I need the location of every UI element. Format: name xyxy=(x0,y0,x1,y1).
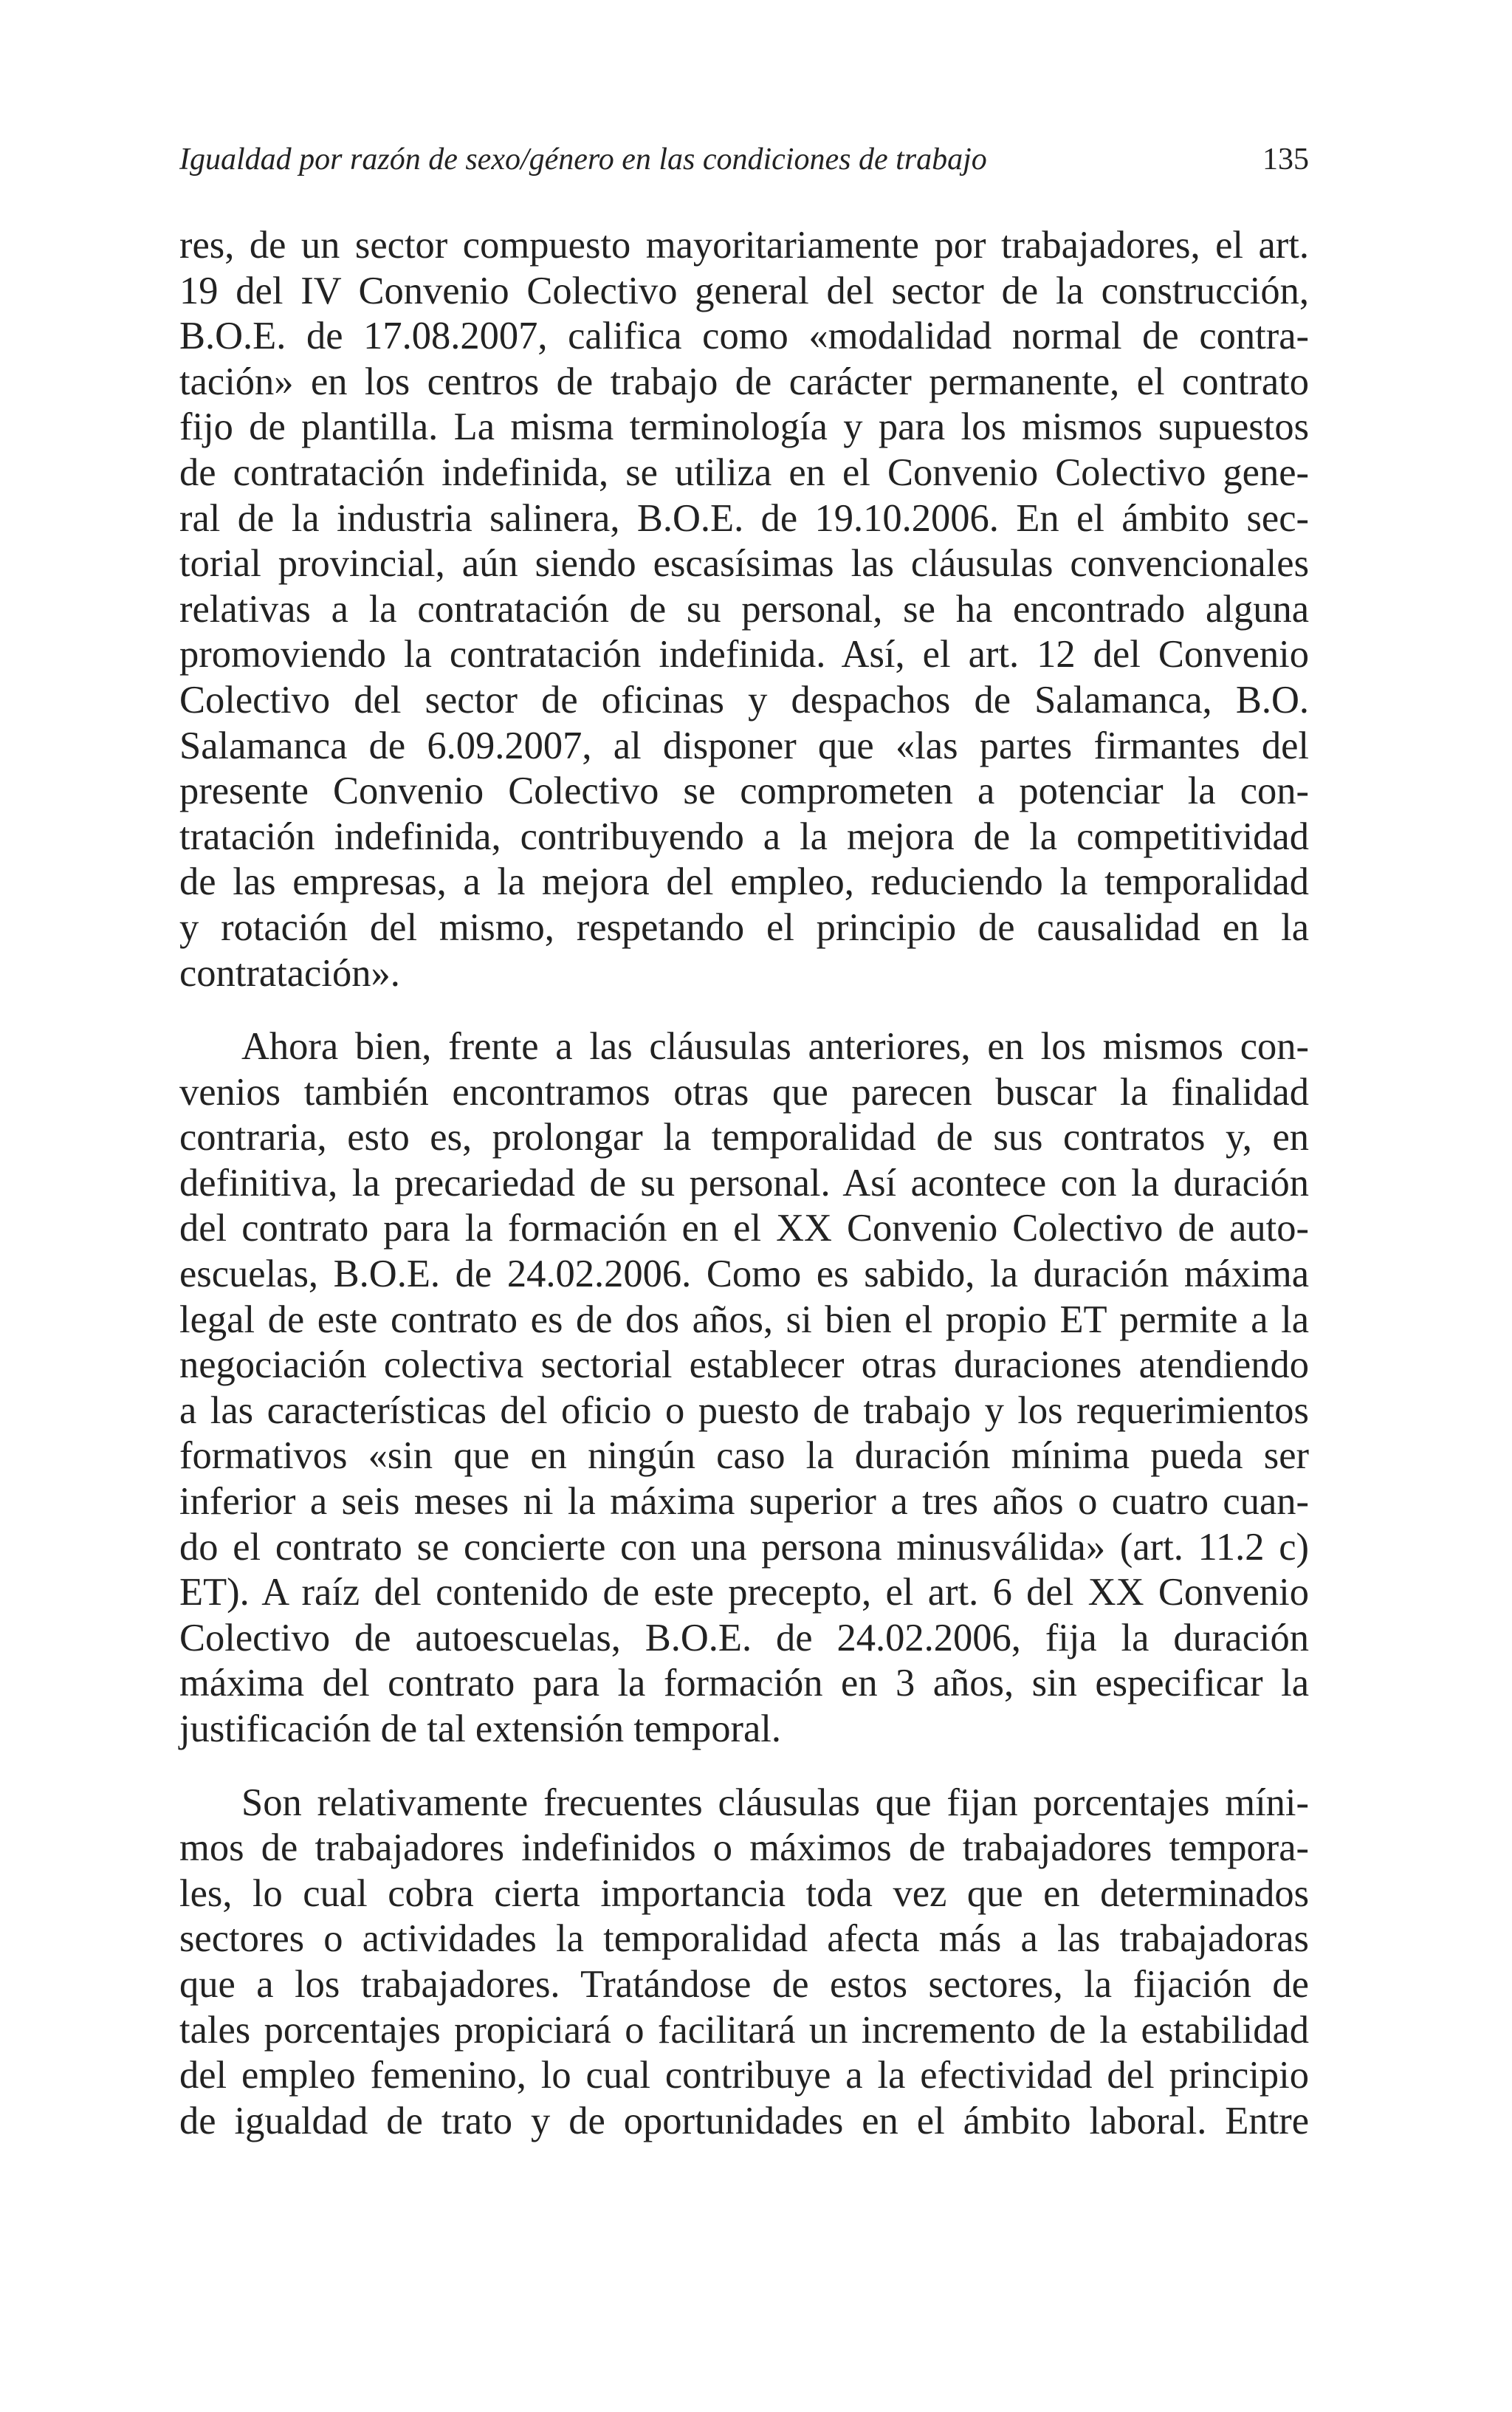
text-line: que a los trabajadores. Tratándose de estos sectores, la fijación de xyxy=(179,1962,1309,2006)
text-line: ral de la industria salinera, B.O.E. de 19.10.2006. En el ámbito sec- xyxy=(179,496,1309,540)
text-line: de las empresas, a la mejora del empleo, reduciendo la temporalidad xyxy=(179,860,1309,904)
text-line: contraria, esto es, prolongar la temporalidad de sus contratos y, en xyxy=(179,1116,1309,1159)
text-line: 19 del IV Convenio Colectivo general del sector de la construcción, xyxy=(179,269,1309,312)
text-line: tales porcentajes propiciará o facilitará un incremento de la estabilidad xyxy=(179,2008,1309,2052)
text-line: venios también encontramos otras que parecen buscar la finalidad xyxy=(179,1070,1309,1114)
text-line: de igualdad de trato y de oportunidades en el ámbito laboral. Entre xyxy=(179,2099,1309,2142)
text-line: del empleo femenino, lo cual contribuye a la efectividad del principio xyxy=(179,2054,1309,2097)
paragraph-3 xyxy=(179,1781,1309,2145)
text-line: mos de trabajadores indefinidos o máximos de trabajadores tempora- xyxy=(179,1826,1309,1870)
paragraph-1 xyxy=(179,223,1309,996)
text-line: negociación colectiva sectorial establecer otras duraciones atendiendo xyxy=(179,1343,1309,1387)
text-line: ET). A raíz del contenido de este precepto, el art. 6 del XX Convenio xyxy=(179,1571,1309,1614)
text-line: fijo de plantilla. La misma terminología y para los mismos supuestos xyxy=(179,405,1309,449)
text-line: tratación indefinida, contribuyendo a la mejora de la competitividad xyxy=(179,815,1309,858)
text-line: torial provincial, aún siendo escasísimas las cláusulas convencionales xyxy=(179,542,1309,586)
paragraph-2 xyxy=(179,1024,1309,1753)
text-line: Ahora bien, frente a las cláusulas anteriores, en los mismos con- xyxy=(241,1025,1309,1069)
text-line: inferior a seis meses ni la máxima superior a tres años o cuatro cuan- xyxy=(179,1480,1309,1524)
text-line: legal de este contrato es de dos años, si bien el propio ET permite a la xyxy=(179,1298,1309,1341)
text-line: contratación». xyxy=(179,951,400,995)
text-line: definitiva, la precariedad de su personal. Así acontece con la duración xyxy=(179,1161,1309,1205)
text-line: presente Convenio Colectivo se comprometen a potenciar la con- xyxy=(179,770,1309,813)
text-line: sectores o actividades la temporalidad afecta más a las trabajadoras xyxy=(179,1917,1309,1961)
text-line: Salamanca de 6.09.2007, al disponer que «las partes firmantes del xyxy=(179,724,1309,767)
running-head xyxy=(179,137,1309,182)
text-line: a las características del oficio o puesto de trabajo y los requerimientos xyxy=(179,1388,1309,1432)
text-line: B.O.E. de 17.08.2007, califica como «modalidad normal de contra- xyxy=(179,315,1309,358)
text-line: justificación de tal extensión temporal. xyxy=(179,1707,781,1750)
text-line: tación» en los centros de trabajo de carácter permanente, el contrato xyxy=(179,360,1309,403)
text-line: máxima del contrato para la formación en 3 años, sin especificar la xyxy=(179,1662,1309,1705)
text-line: de contratación indefinida, se utiliza en el Convenio Colectivo gene- xyxy=(179,450,1309,494)
text-line: Colectivo del sector de oficinas y despachos de Salamanca, B.O. xyxy=(179,678,1309,722)
text-line: formativos «sin que en ningún caso la duración mínima pueda ser xyxy=(179,1434,1309,1478)
text-line: escuelas, B.O.E. de 24.02.2006. Como es sabido, la duración máxima xyxy=(179,1253,1309,1296)
text-line: les, lo cual cobra cierta importancia toda vez que en determinados xyxy=(179,1871,1309,1915)
text-line: res, de un sector compuesto mayoritariamente por trabajadores, el art. xyxy=(179,224,1309,267)
text-line: promoviendo la contratación indefinida. Así, el art. 12 del Convenio xyxy=(179,633,1309,676)
text-line: del contrato para la formación en el XX Convenio Colectivo de auto- xyxy=(179,1207,1309,1250)
page-number: 135 xyxy=(1262,143,1309,177)
text-line: relativas a la contratación de su personal, se ha encontrado alguna xyxy=(179,587,1309,631)
text-line: y rotación del mismo, respetando el principio de causalidad en la xyxy=(179,905,1309,949)
body-text xyxy=(179,223,1309,2144)
text-line: do el contrato se concierte con una persona minusválida» (art. 11.2 c) xyxy=(179,1525,1309,1569)
text-line: Colectivo de autoescuelas, B.O.E. de 24.02.2006, fija la duración xyxy=(179,1616,1309,1659)
running-head-title: Igualdad por razón de sexo/género en las condiciones de trabajo xyxy=(179,143,987,177)
text-line: Son relativamente frecuentes cláusulas que fijan porcentajes míni- xyxy=(241,1781,1309,1824)
